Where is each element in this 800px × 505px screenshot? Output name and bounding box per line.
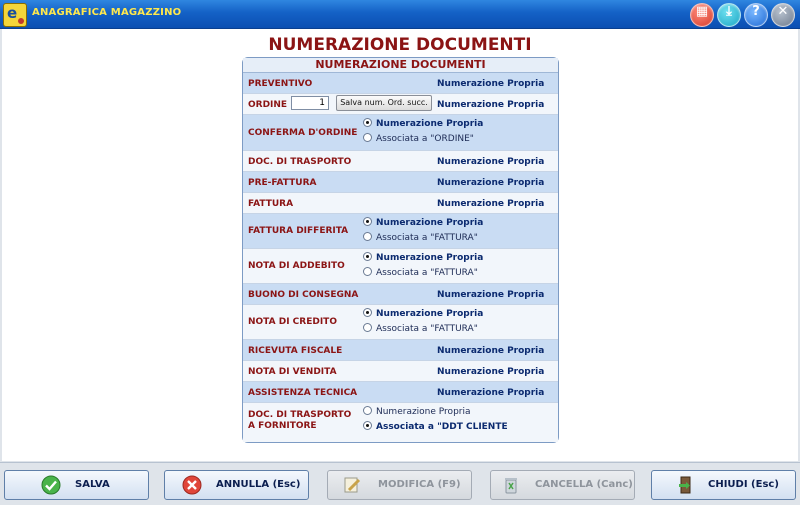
edit-button[interactable]: [327, 470, 472, 500]
radio-numerazione-propria[interactable]: [363, 407, 471, 419]
radio-label: Numerazione Propria: [376, 309, 484, 319]
radio-label: Associata a "FATTURA": [376, 233, 478, 243]
title-bar: [0, 0, 800, 29]
row-value: Numerazione Propria: [437, 79, 545, 89]
radio-selected-icon: [363, 217, 372, 226]
delete-button-label: CANCELLA (Canc): [535, 479, 633, 490]
radio-label: Associata a "FATTURA": [376, 324, 478, 334]
row-nota-credito: [243, 305, 558, 340]
radio-selected-icon: [363, 308, 372, 317]
radio-unselected-icon: [363, 406, 372, 415]
row-label-line2: A FORNITORE: [248, 421, 317, 431]
save-button-label: SALVA: [75, 479, 110, 490]
app-logo-icon: e: [3, 3, 27, 27]
row-value: Numerazione Propria: [437, 199, 545, 209]
row-assistenza-tecnica: [243, 382, 558, 403]
radio-label: Numerazione Propria: [376, 407, 471, 417]
radio-selected-icon: [363, 118, 372, 127]
download-icon: ⤓: [726, 4, 732, 19]
close-button-label: CHIUDI (Esc): [708, 479, 779, 490]
edit-button-label: MODIFICA (F9): [378, 479, 461, 490]
radio-unselected-icon: [363, 232, 372, 241]
delete-button[interactable]: [490, 470, 635, 500]
row-conferma-ordine: [243, 115, 558, 151]
row-label: RICEVUTA FISCALE: [248, 346, 343, 356]
row-fattura: [243, 193, 558, 214]
row-value: Numerazione Propria: [437, 178, 545, 188]
radio-numerazione-propria[interactable]: [363, 119, 483, 131]
radio-label: Numerazione Propria: [376, 218, 484, 228]
numbering-panel: [242, 57, 559, 443]
row-label: ORDINE: [248, 100, 288, 110]
page-title: NUMERAZIONE DOCUMENTI: [268, 35, 532, 55]
row-label: ASSISTENZA TECNICA: [248, 388, 358, 398]
exit-door-icon: [676, 475, 696, 495]
radio-associata[interactable]: [363, 268, 478, 280]
radio-label: Numerazione Propria: [376, 119, 484, 129]
cancel-button-label: ANNULLA (Esc): [216, 479, 301, 490]
row-label: FATTURA: [248, 199, 294, 209]
radio-label: Numerazione Propria: [376, 253, 484, 263]
radio-label: Associata a "ORDINE": [376, 134, 474, 144]
radio-associata[interactable]: [363, 134, 474, 146]
radio-selected-icon: [363, 421, 372, 430]
row-nota-addebito: [243, 249, 558, 284]
row-label: PRE-FATTURA: [248, 178, 317, 188]
row-label: CONFERMA D'ORDINE: [248, 128, 358, 138]
save-button[interactable]: [4, 470, 149, 500]
help-button[interactable]: [744, 3, 768, 27]
calculator-icon: ▦: [695, 4, 709, 19]
row-label: NOTA DI ADDEBITO: [248, 261, 345, 271]
trash-icon: [501, 475, 521, 495]
close-window-button[interactable]: [771, 3, 795, 27]
row-ricevuta-fiscale: [243, 340, 558, 361]
radio-associata[interactable]: [363, 233, 478, 245]
action-bar: [0, 462, 800, 505]
row-label-line1: DOC. DI TRASPORTO: [248, 410, 352, 420]
row-doc-trasporto: [243, 151, 558, 172]
radio-numerazione-propria[interactable]: [363, 218, 484, 230]
radio-unselected-icon: [363, 133, 372, 142]
radio-unselected-icon: [363, 323, 372, 332]
close-button[interactable]: [651, 470, 796, 500]
row-label: PREVENTIVO: [248, 79, 313, 89]
row-ddt-fornitore: [243, 403, 558, 442]
cancel-x-icon: [182, 475, 202, 495]
row-nota-vendita: [243, 361, 558, 382]
radio-associata-ddt-cliente[interactable]: [363, 422, 508, 434]
radio-label: Associata a "DDT CLIENTE: [376, 422, 508, 432]
cancel-button[interactable]: [164, 470, 309, 500]
row-buono-consegna: [243, 284, 558, 305]
save-next-order-number-button[interactable]: Salva num. Ord. succ.: [336, 95, 432, 111]
order-number-input[interactable]: 1: [291, 96, 329, 110]
panel-header: NUMERAZIONE DOCUMENTI: [243, 58, 558, 73]
row-preventivo: [243, 73, 558, 94]
row-value: Numerazione Propria: [437, 157, 545, 167]
row-label: NOTA DI CREDITO: [248, 317, 337, 327]
radio-selected-icon: [363, 252, 372, 261]
row-value: Numerazione Propria: [437, 367, 545, 377]
row-ordine: [243, 94, 558, 115]
radio-unselected-icon: [363, 267, 372, 276]
radio-numerazione-propria[interactable]: [363, 309, 483, 321]
row-label: DOC. DI TRASPORTO: [248, 157, 352, 167]
window-title: ANAGRAFICA MAGAZZINO: [32, 7, 182, 18]
calculator-button[interactable]: [690, 3, 714, 27]
row-pre-fattura: [243, 172, 558, 193]
row-fattura-differita: [243, 214, 558, 249]
download-button[interactable]: [717, 3, 741, 27]
row-value: Numerazione Propria: [437, 388, 545, 398]
row-label: BUONO DI CONSEGNA: [248, 290, 359, 300]
edit-icon: [342, 475, 362, 495]
help-icon: ?: [752, 4, 760, 19]
row-label: FATTURA DIFFERITA: [248, 226, 349, 236]
check-icon: [41, 475, 61, 495]
row-value: Numerazione Propria: [437, 290, 545, 300]
row-label: NOTA DI VENDITA: [248, 367, 337, 377]
row-value: Numerazione Propria: [437, 346, 545, 356]
radio-numerazione-propria[interactable]: [363, 253, 483, 265]
radio-label: Associata a "FATTURA": [376, 268, 478, 278]
row-value: Numerazione Propria: [437, 100, 545, 110]
radio-associata[interactable]: [363, 324, 478, 336]
close-icon: ✕: [777, 4, 789, 19]
